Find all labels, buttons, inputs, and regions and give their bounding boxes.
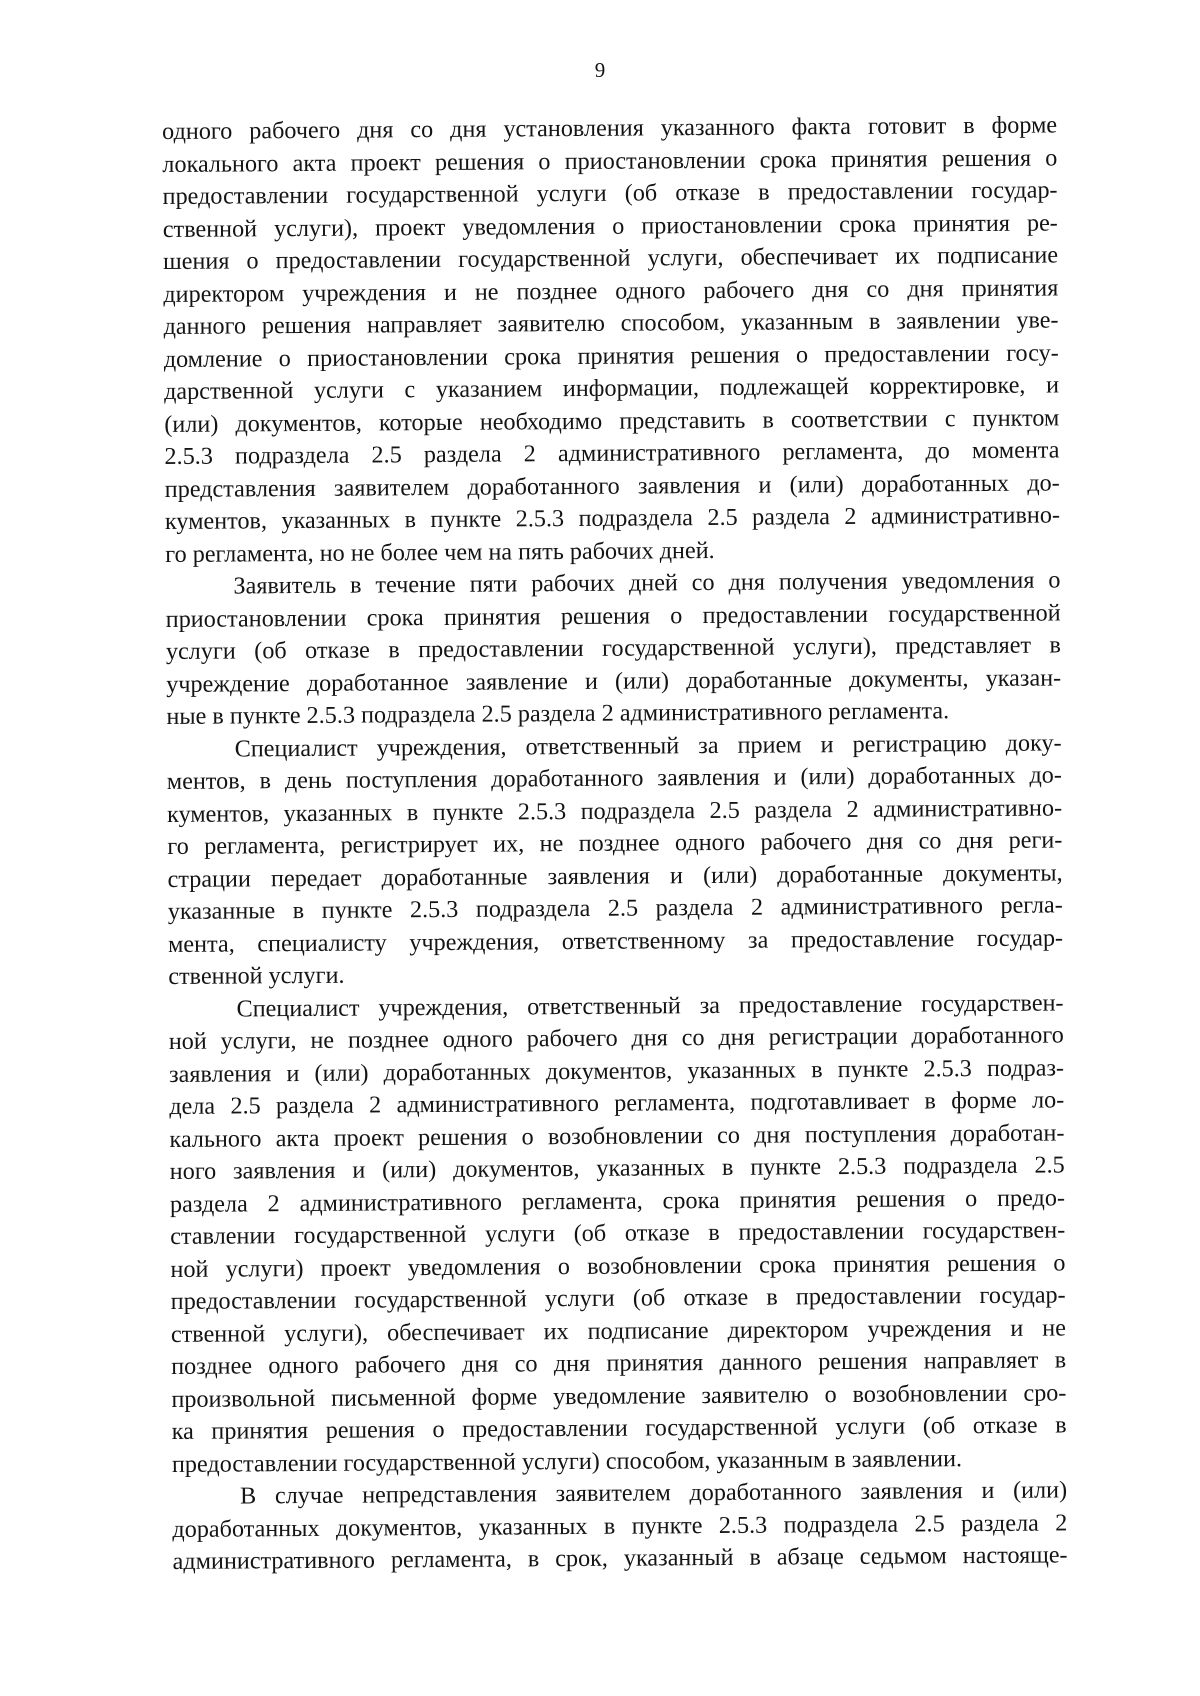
text-line: предоставлении государственной услуги) способом, указанным в заявлении. [171, 1444, 963, 1478]
text-line: Специалист учреждения, ответственный за прием и регистрацию доку- [234, 728, 1062, 762]
text-line: кументов, указанных в пункте 2.5.3 подраздела 2.5 раздела 2 административно- [164, 501, 1061, 535]
text-line: раздела 2 административного регламента, срока принятия решения о предо- [169, 1183, 1066, 1218]
text-line: дела 2.5 раздела 2 административного регламента, подготавливает в форме ло- [169, 1086, 1065, 1120]
text-line: (или) документов, которые необходимо представить в соответствии с пунктом [164, 403, 1060, 438]
text-line: позднее одного рабочего дня со дня принятия данного решения направляет в [171, 1346, 1067, 1380]
text-line: административного регламента, в срок, указанный в абзаце седьмом настояще- [172, 1541, 1068, 1575]
text-line: одного рабочего дня со дня установления указанного факта готовит в форме [162, 111, 1058, 145]
document-body [162, 109, 1068, 1578]
text-line: страции передает доработанные заявления и (или) доработанные документы, [167, 858, 1063, 893]
text-line: домление о приостановлении срока принятия решения о предоставлении госу- [163, 338, 1059, 373]
text-line: директором учреждения и не позднее одного рабочего дня со дня принятия [163, 273, 1059, 308]
text-line: дарственной услуги с указанием информации, подлежащей корректировке, и [163, 371, 1060, 405]
text-line: кументов, указанных в пункте 2.5.3 подраздела 2.5 раздела 2 административно- [167, 793, 1063, 828]
text-line: В случае непредставления заявителем доработанного заявления и (или) [240, 1476, 1068, 1510]
text-line: ставлении государственной услуги (об отказе в предоставлении государствен- [170, 1216, 1066, 1250]
text-line: Заявитель в течение пяти рабочих дней со дня получения уведомления о [233, 566, 1061, 600]
text-line: ка принятия решения о предоставлении государственной услуги (об отказе в [171, 1411, 1067, 1445]
text-line: Специалист учреждения, ответственный за предоставление государствен- [236, 988, 1064, 1022]
text-line: ной услуги) проект уведомления о возобновлении срока принятия решения о [170, 1248, 1066, 1283]
text-line: кального акта проект решения о возобновлении со дня поступления доработан- [169, 1118, 1065, 1153]
text-line: локального акта проект решения о приостановлении срока принятия решения о [162, 143, 1058, 178]
text-line: услуги (об отказе в предоставлении государственной услуги), представляет в [165, 631, 1062, 665]
text-line: произвольной письменной форме уведомление заявителю о возобновлении сро- [171, 1378, 1067, 1413]
text-line: го регламента, регистрирует их, не позднее одного рабочего дня со дня реги- [167, 826, 1063, 860]
text-line: ные в пункте 2.5.3 подраздела 2.5 раздела 2 административного регламента. [166, 697, 950, 730]
text-line: ственной услуги), обеспечивает их подписание директором учреждения и не [170, 1313, 1067, 1348]
text-line: ной услуги, не позднее одного рабочего дня со дня регистрации доработанного [168, 1021, 1064, 1055]
page-number: 9 [594, 58, 606, 82]
text-line: ственной услуги. [168, 961, 345, 990]
text-line: мента, специалисту учреждения, ответственному за предоставление государ- [167, 923, 1064, 958]
text-line: шения о предоставлении государственной услуги, обеспечивает их подписание [162, 241, 1059, 275]
text-line: предоставлении государственной услуги (об отказе в предоставлении государ- [170, 1281, 1066, 1315]
text-line: данного решения направляет заявителю способом, указанным в заявлении уве- [163, 306, 1059, 340]
text-line: ментов, в день поступления доработанного заявления и (или) доработанных до- [166, 761, 1062, 795]
text-line: предоставлении государственной услуги (об отказе в предоставлении государ- [162, 176, 1058, 210]
text-line: 2.5.3 подраздела 2.5 раздела 2 административного регламента, до момента [164, 436, 1060, 470]
text-line: указанные в пункте 2.5.3 подраздела 2.5 раздела 2 административного регла- [167, 891, 1063, 925]
text-line: ного заявления и (или) документов, указанных в пункте 2.5.3 подраздела 2.5 [169, 1151, 1065, 1185]
text-line: доработанных документов, указанных в пункте 2.5.3 подраздела 2.5 раздела 2 [172, 1508, 1068, 1543]
text-line: го регламента, но не более чем на пять рабочих дней. [165, 536, 715, 568]
text-line: представления заявителем доработанного заявления и (или) доработанных до- [164, 468, 1060, 503]
text-line: ственной услуги), проект уведомления о приостановлении срока принятия ре- [162, 208, 1058, 243]
text-line: приостановлении срока принятия решения о предоставлении государственной [165, 598, 1061, 633]
text-line: заявления и (или) доработанных документов, указанных в пункте 2.5.3 подраз- [168, 1053, 1065, 1088]
text-line: учреждение доработанное заявление и (или) доработанные документы, указан- [166, 663, 1062, 698]
